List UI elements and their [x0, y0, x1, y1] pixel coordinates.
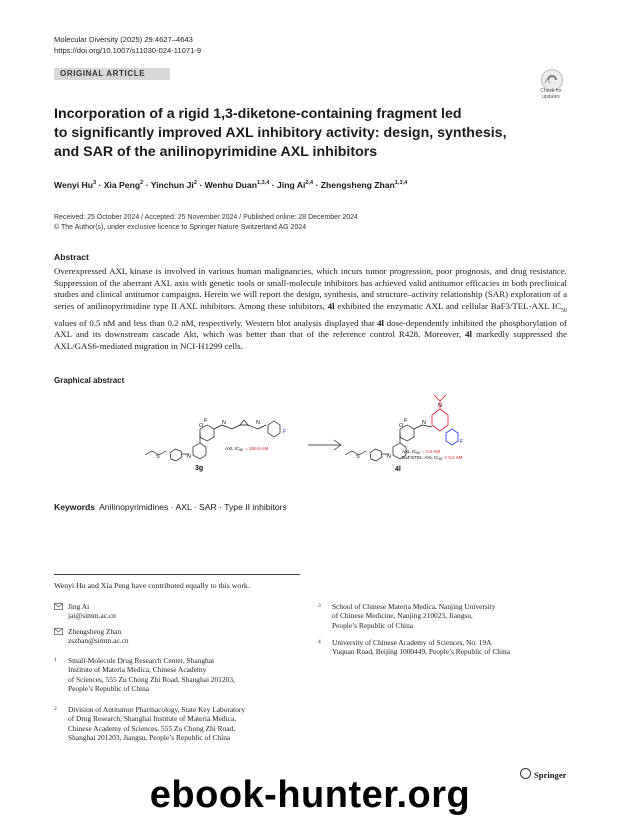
footnote-rule	[54, 574, 300, 575]
affiliation-line: Yuquan Road, Beijing 1000449, People’s Republic of China	[332, 647, 510, 657]
atom-label: N	[187, 454, 191, 460]
email-link[interactable]: zszhan@simm.ac.cn	[68, 636, 129, 646]
affiliation-2	[54, 705, 300, 743]
affiliation-4	[318, 638, 568, 657]
author-aff: 1,3,4	[256, 180, 270, 187]
article-title	[54, 105, 554, 162]
corresponding-author	[54, 627, 129, 646]
author-name[interactable]: Jing Ai	[277, 180, 306, 190]
affiliation-number: 4	[318, 639, 321, 645]
author-name: Jing Ai	[68, 602, 90, 611]
affiliation-number: 1	[54, 657, 57, 663]
affiliation-line: of Drug Research, Shanghai Institute of Materia Medica,	[68, 714, 237, 724]
journal-info	[54, 34, 201, 56]
abstract-text: markedly suppressed the AXL/GAS6-mediated migration in NCI-H1299 cells.	[54, 329, 567, 351]
check-for-updates-button[interactable]	[536, 69, 566, 100]
atom-label: O	[199, 423, 204, 429]
author-name[interactable]: Xia Peng	[103, 180, 141, 190]
article-type-badge: ORIGINAL ARTICLE	[54, 68, 170, 80]
abstract-text: exhibited the enzymatic AXL and cellular BaF3/TEL-AXL IC	[334, 301, 561, 312]
fluoro-atom: F	[283, 429, 287, 435]
fluoro-atom: F	[460, 439, 464, 445]
author-name[interactable]: Zhengsheng Zhan	[320, 180, 395, 190]
title-line-1: Incorporation of a rigid 1,3-diketone-containing fragment led	[54, 106, 462, 122]
right-cell-ic50-label	[402, 455, 463, 461]
subscript: 50	[561, 307, 567, 314]
atom-label: O	[399, 423, 404, 429]
keywords-text: Anilinopyrimidines · AXL · SAR · Type II inhibitors	[99, 502, 287, 512]
affiliation-line: School of Chinese Materia Medica, Nanjing University	[332, 602, 496, 611]
ic50-value: = 156.9 nM	[245, 446, 269, 451]
compound-ref: 4l	[327, 301, 335, 312]
compound-4l-label: 4l	[395, 466, 401, 473]
author-aff: 2	[193, 180, 197, 187]
envelope-icon	[54, 628, 63, 637]
author-list: Wenyi $Hu^3$ · Xia Peng$^2$ · Yinchun $Ji^2$ · Wenhu Duan$^{1,3,4}$ · Jing Ai$^{2,4}$ · Zhengsheng Zhan$^{1,3,4}$	[54, 180, 408, 190]
contribution-note: Wenyi Hu and Xia Peng have contributed equally to this work.	[54, 581, 250, 590]
left-atoms	[156, 418, 260, 460]
reaction-arrow	[308, 440, 341, 450]
atom-label: S	[356, 454, 360, 460]
affiliation-1	[54, 656, 300, 694]
check-label-2: updates	[542, 93, 560, 100]
atom-label: N	[422, 420, 426, 426]
atom-label: N	[438, 403, 442, 409]
ic50-value: = 0.5 nM	[422, 449, 441, 454]
ic50-sub: 50	[416, 451, 421, 455]
copyright-line: © The Author(s), under exclusive licence to Springer Nature Switzerland AG 2024	[54, 223, 307, 231]
compound-3g-label: 3g	[195, 465, 204, 472]
check-label-1: Check for	[540, 88, 562, 94]
dates-line: Received: 25 October 2024 / Accepted: 25 November 2024 / Published online: 28 December 2024	[54, 214, 358, 221]
email-link[interactable]: jai@simm.ac.cn	[68, 611, 116, 621]
affiliation-line: Institute of Materia Medica, Chinese Academy	[68, 665, 207, 675]
cell-ic50-sub: 50	[438, 457, 443, 461]
abstract-body	[54, 266, 567, 353]
atom-label: F	[404, 418, 408, 424]
author-aff: 2,4	[305, 180, 314, 187]
affiliation-number: 3	[318, 603, 321, 609]
envelope-icon	[54, 603, 63, 612]
atom-label: N	[387, 454, 391, 460]
atom-label: N	[256, 420, 260, 426]
affiliation-line: People’s Republic of China	[68, 684, 150, 694]
keywords-label: Keywords	[54, 502, 96, 512]
affiliation-line: of Chinese Medicine, Nanjing 210023, Jiangsu,	[332, 611, 473, 621]
watermark: ebook-hunter.org	[149, 774, 471, 816]
cell-ic50-label: BaF3/TEL-AXL IC	[402, 455, 439, 460]
graphical-abstract-figure	[140, 387, 470, 482]
journal-citation: Molecular Diversity (2025) 29:4627–4643	[54, 35, 193, 44]
doi-link[interactable]: https://doi.org/10.1007/s11030-024-11071-9	[54, 46, 202, 55]
affiliation-line: Small-Molecule Drug Research Center, Shanghai	[68, 656, 215, 665]
author-name[interactable]: Yinchun Ji	[150, 180, 194, 190]
affiliation-line: People’s Republic of China	[332, 620, 414, 630]
author-aff: 3	[93, 180, 97, 187]
keywords	[54, 502, 287, 512]
abstract-text: Overexpressed AXL kinase is involved in various human malignancies, which incurs tumor progression, poor prognosis, and drug resistance. Suppression of the aberrant AXL axis with genetic tools or small-molecule inhibitors has achieved valid antitumor efficacies in both preclinical studies and clinical antitumor campaigns. Herein we will report the design, synthesis, and structure–activity relationship (SAR) exploration of a series of anilinopyrimidine type II AXL inhibitors. Among these inhibitors,	[54, 266, 567, 312]
graphical-abstract-heading: Graphical abstract	[54, 376, 125, 385]
atom-label: N	[222, 420, 226, 426]
atom-label: S	[156, 454, 160, 460]
affiliation-line: of Sciences, 555 Zu Chong Zhi Road, Shanghai 201203,	[68, 674, 235, 684]
author-aff: 2	[140, 180, 144, 187]
compound-ref: 4l	[465, 329, 472, 340]
publisher-name: Springer	[534, 770, 567, 780]
author-name[interactable]: Wenhu Duan	[204, 180, 257, 190]
author-name[interactable]: Wenyi Hu	[54, 180, 93, 190]
author-aff: 1,3,4	[394, 180, 408, 187]
affiliation-line: Chinese Academy of Sciences, 555 Zu Chong Zhi Road,	[68, 723, 236, 733]
corresponding-author	[54, 602, 116, 621]
abstract-text: dose-dependently inhibited the phosphorylation of AXL and its downstream cascade Akt, which was better than that of the reference control R428. Moreover,	[54, 317, 567, 340]
ic50-label: AXL IC	[225, 446, 240, 451]
affiliation-line: University of Chinese Academy of Sciences, No. 19A	[332, 638, 492, 647]
abstract-text: values of 0.5 nM and less than 0.2 nM, respectively. Western blot analysis displayed that	[54, 317, 378, 328]
publication-dates	[54, 213, 358, 232]
ic50-label: AXL IC	[402, 449, 417, 454]
title-line-2: to significantly improved AXL inhibitory activity: design, synthesis,	[54, 125, 507, 141]
affiliation-line: Shanghai 201203, Jiangsu, People’s Republic of China	[68, 733, 231, 743]
left-ic50-label	[225, 446, 268, 452]
affiliation-line: Division of Antitumor Pharmacology, State Key Laboratory	[68, 705, 246, 714]
affiliation-number: 2	[54, 706, 57, 712]
ic50-sub: 50	[239, 448, 244, 452]
affiliation-3	[318, 602, 568, 630]
title-line-3: and SAR of the anilinopyrimidine AXL inhibitors	[54, 144, 378, 160]
cell-ic50-value: < 0.2 nM	[444, 455, 463, 460]
author-name: Zhengsheng Zhan	[68, 627, 122, 636]
compound-ref: 4l	[377, 317, 384, 328]
atom-label: F	[204, 418, 208, 424]
abstract-heading: Abstract	[54, 252, 89, 262]
